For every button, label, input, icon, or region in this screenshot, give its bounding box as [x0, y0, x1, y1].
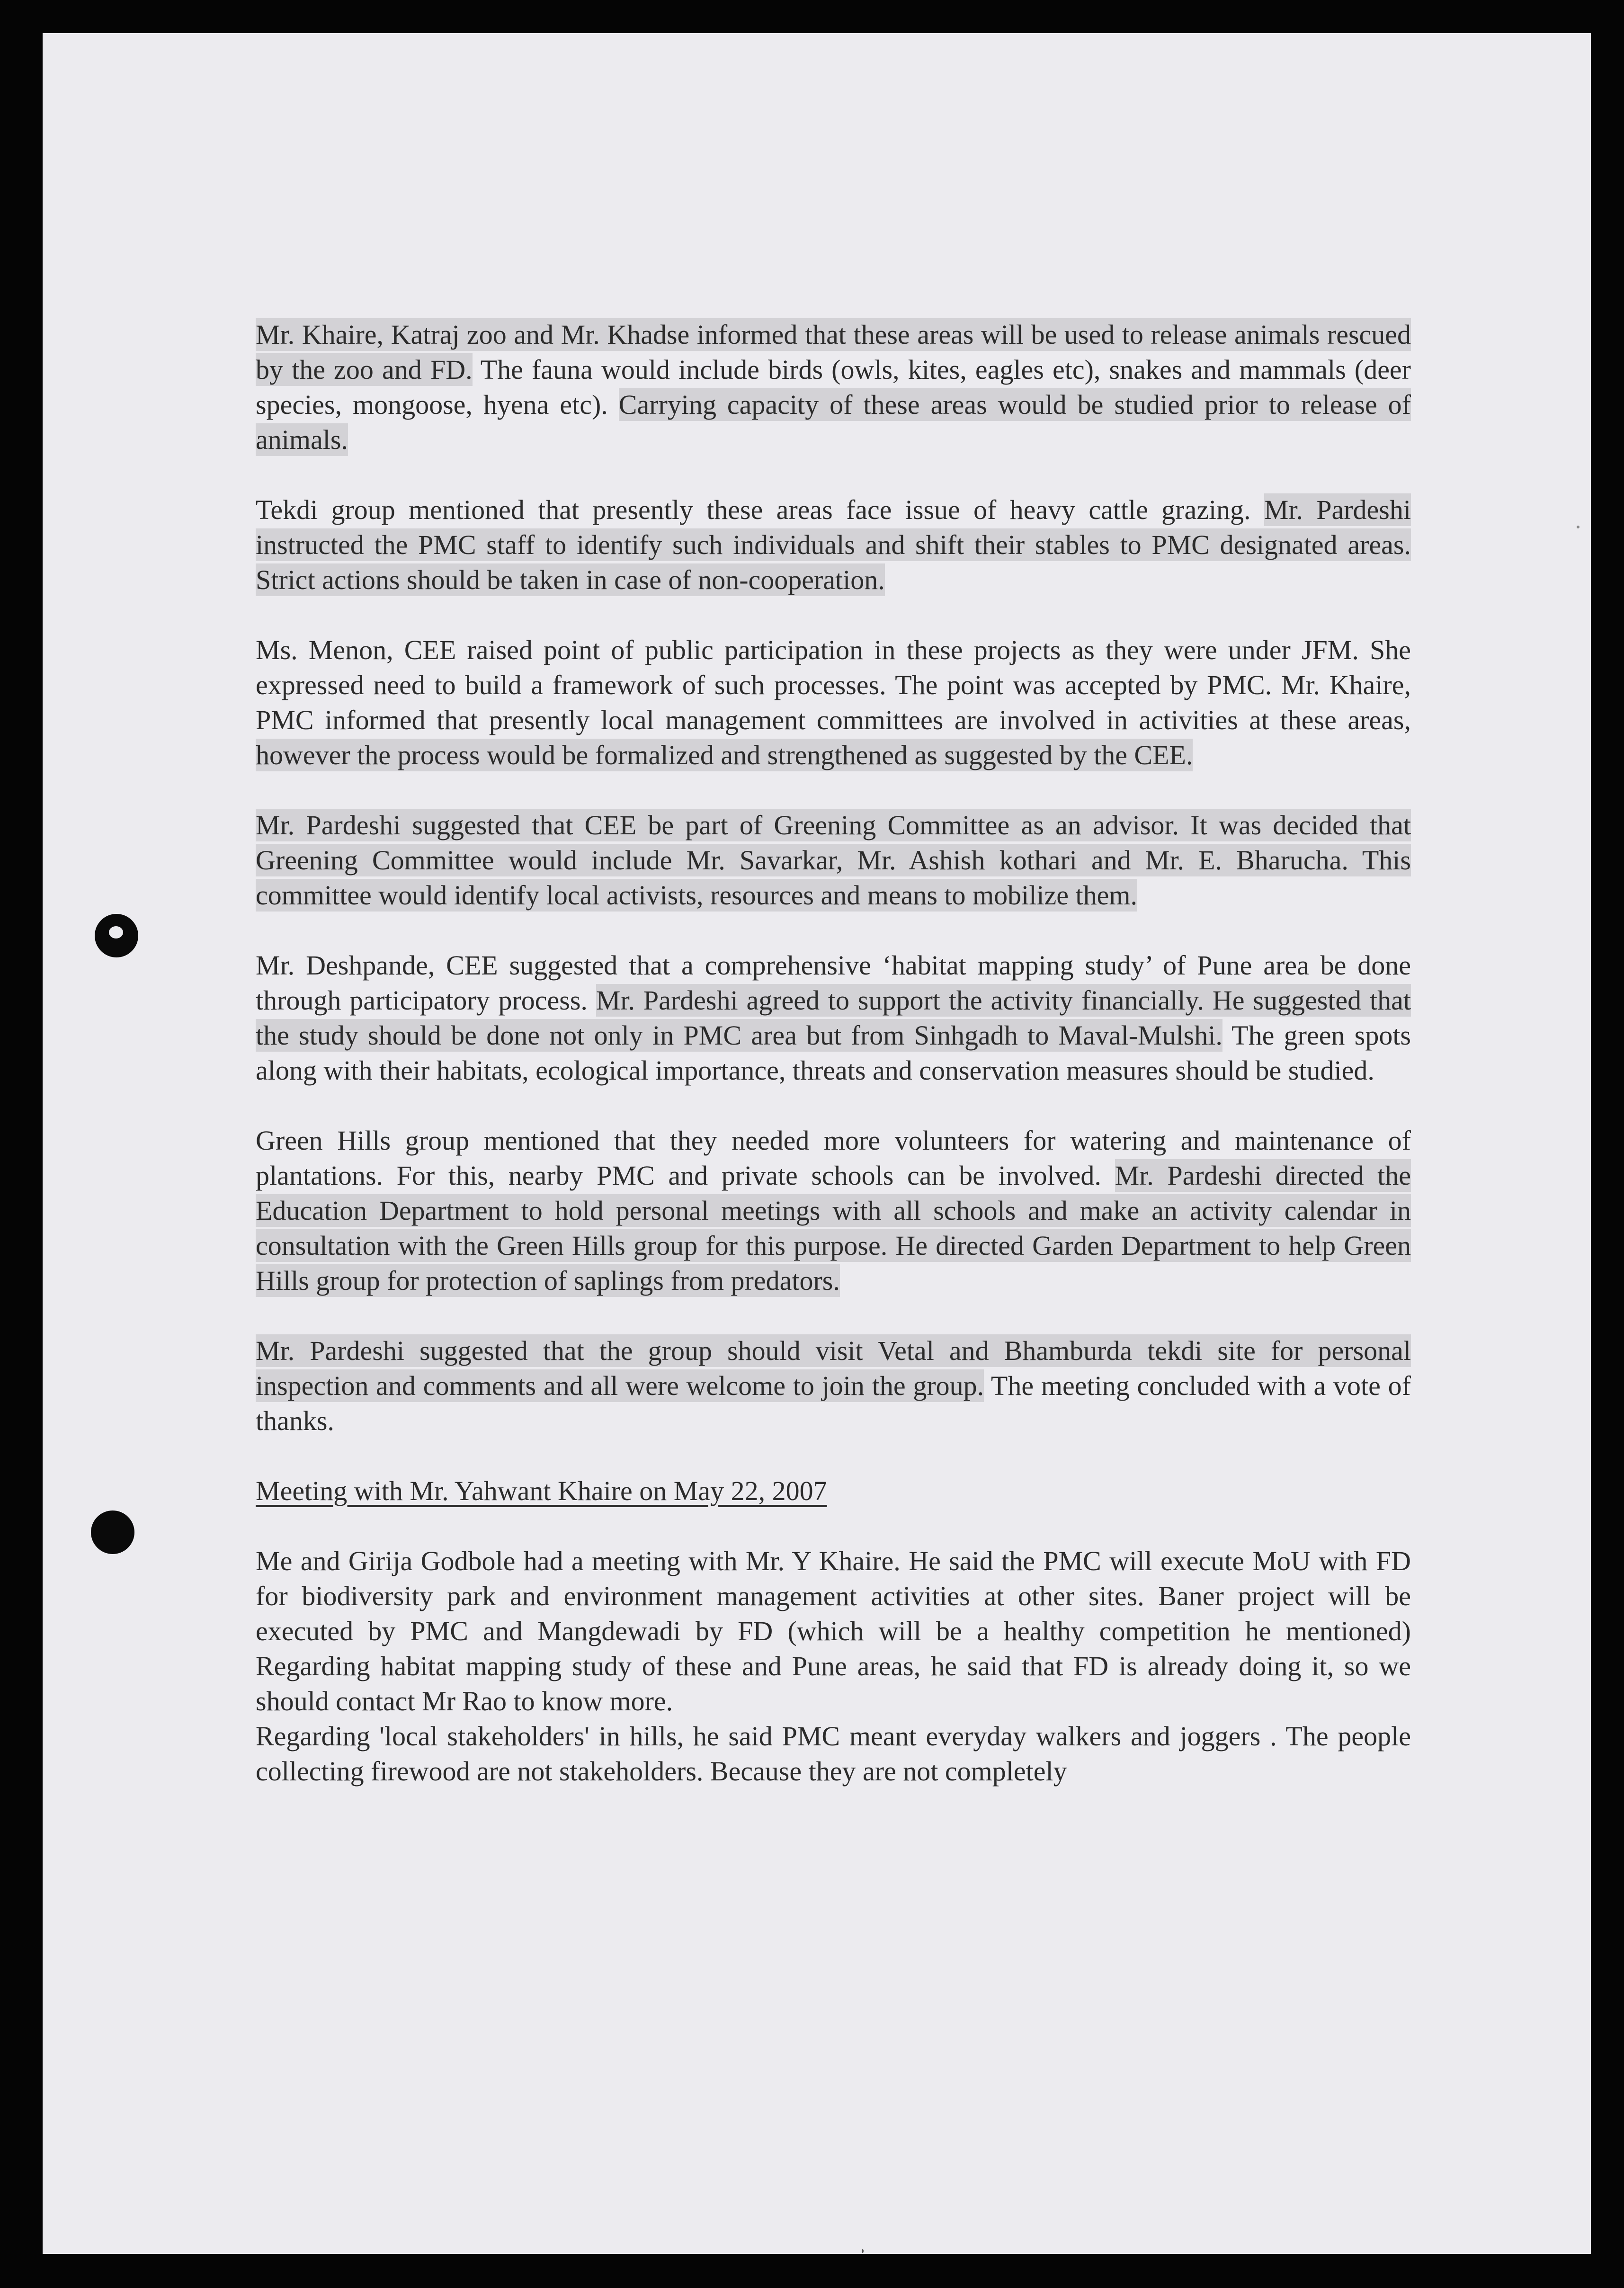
plain-text: Tekdi group mentioned that presently these areas face issue of heavy cattle grazing. [256, 494, 1264, 525]
highlighted-text: Mr. Pardeshi instructed the PMC staff to identify such individuals and shift their stables to PMC designated areas. Strict actions should be taken in case of non-cooperation. [256, 494, 1411, 595]
plain-text: The green spots along with their habitats, ecological importance, threats and conservation measures should be studied. [256, 1020, 1411, 1086]
document-body [256, 317, 1411, 1789]
paragraph-greening-committee [256, 808, 1411, 913]
paper-speck [1577, 526, 1579, 528]
plain-text: The fauna would include birds (owls, kites, eagles etc), snakes and mammals (deer species, mongoose, hyena etc). [256, 354, 1411, 420]
highlighted-text: Mr. Pardeshi suggested that the group should visit Vetal and Bhamburda tekdi site for personal inspection and comments and all were welcome to join the group. [256, 1335, 1411, 1401]
paragraph-release-areas [256, 317, 1411, 457]
punch-hole-bottom [91, 1510, 134, 1554]
highlighted-text: Mr. Pardeshi directed the Education Department to hold personal meetings with all schools and make an activity calendar in consultation with the Green Hills group for this purpose. He directed Garden Department to help Green Hills group for protection of saplings from predators. [256, 1160, 1411, 1296]
highlighted-text: Carrying capacity of these areas would be studied prior to release of animals. [256, 389, 1411, 455]
paragraph-cattle-grazing [256, 492, 1411, 598]
paragraph-public-participation [256, 633, 1411, 773]
paragraph-green-hills [256, 1123, 1411, 1298]
paper-speck [862, 2249, 864, 2253]
plain-text: Mr. Deshpande, CEE suggested that a comprehensive ‘habitat mapping study’ of Pune area be done through participatory process. [256, 950, 1411, 1016]
paragraph-khaire-meeting: Me and Girija Godbole had a meeting with Mr. Y Khaire. He said the PMC will execute MoU with FD for biodiversity park and environment management activities at other sites. Baner project will be executed by PMC and Mangdewadi by FD (which will be a healthy competition he mentioned) Regarding habitat mapping study of these and Pune areas, he said that FD is already doing it, so we should contact Mr Rao to know more. [256, 1546, 1411, 1716]
highlighted-text: Mr. Pardeshi suggested that CEE be part of Greening Committee as an advisor. It was decided that Greening Committee would include Mr. Savarkar, Mr. Ashish kothari and Mr. E. Bharucha. This committee would identify local activists, resources and means to mobilize them. [256, 810, 1411, 911]
plain-text: Green Hills group mentioned that they needed more volunteers for watering and maintenance of plantations. For this, nearby PMC and private schools can be involved. [256, 1125, 1411, 1191]
paragraph-habitat-mapping [256, 948, 1411, 1088]
plain-text: The meeting concluded with a vote of thanks. [256, 1370, 1411, 1436]
highlighted-text: however the process would be formalized and strengthened as suggested by the CEE. [256, 740, 1193, 770]
paragraph-site-visit [256, 1333, 1411, 1439]
paragraph-local-stakeholders: Regarding 'local stakeholders' in hills, he said PMC meant everyday walkers and joggers . The people collecting firewood are not stakeholders. Because they are not completely [256, 1721, 1411, 1787]
punch-hole-top [95, 914, 138, 957]
meeting-heading: Meeting with Mr. Yahwant Khaire on May 22, 2007 [256, 1475, 827, 1506]
highlighted-text: Mr. Pardeshi agreed to support the activity financially. He suggested that the study should be done not only in PMC area but from Sinhgadh to Maval-Mulshi. [256, 985, 1411, 1051]
document-page [43, 33, 1591, 2254]
highlighted-text: Mr. Khaire, Katraj zoo and Mr. Khadse informed that these areas will be used to release animals rescued by the zoo and FD. [256, 319, 1411, 385]
plain-text: Ms. Menon, CEE raised point of public participation in these projects as they were under JFM. She expressed need to build a framework of such processes. The point was accepted by PMC. Mr. Khaire, PMC informed that presently local management committees are involved in activities at these areas, [256, 635, 1411, 735]
